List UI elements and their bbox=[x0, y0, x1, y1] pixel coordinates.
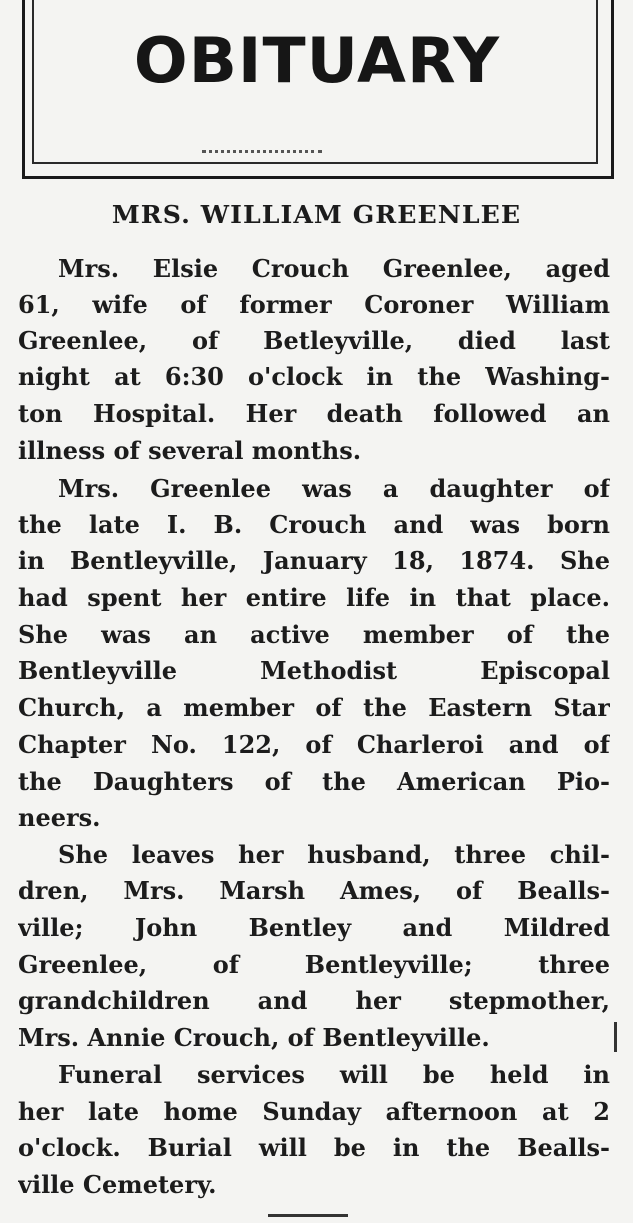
body-line: Mrs. Greenlee was a daughter of bbox=[58, 475, 610, 503]
body-line: She was an active member of the bbox=[18, 621, 610, 649]
body-line: ville Cemetery. bbox=[18, 1171, 217, 1199]
body-line: dren, Mrs. Marsh Ames, of Bealls- bbox=[18, 877, 610, 905]
body-line: in Bentleyville, January 18, 1874. She bbox=[18, 547, 610, 575]
body-line: grandchildren and her stepmother, bbox=[18, 987, 610, 1015]
column-rule-mark bbox=[614, 1022, 617, 1052]
body-line: Chapter No. 122, of Charleroi and of bbox=[18, 731, 610, 759]
body-line: She leaves her husband, three chil- bbox=[58, 841, 610, 869]
body-line: neers. bbox=[18, 804, 101, 832]
body-line: Funeral services will be held in bbox=[58, 1061, 610, 1089]
body-line: Mrs. Annie Crouch, of Bentleyville. bbox=[18, 1024, 490, 1052]
next-article-rule bbox=[268, 1214, 348, 1223]
obituary-masthead bbox=[22, 0, 612, 178]
body-line: night at 6:30 o'clock in the Washing- bbox=[18, 363, 610, 391]
obituary-headline: MRS. WILLIAM GREENLEE bbox=[111, 200, 522, 229]
body-line: 61, wife of former Coroner William bbox=[18, 291, 610, 319]
body-line: the late I. B. Crouch and was born bbox=[18, 511, 610, 539]
masthead-title: OBITUARY bbox=[133, 24, 501, 97]
body-line: the Daughters of the American Pio- bbox=[18, 768, 610, 796]
body-line: o'clock. Burial will be in the Bealls- bbox=[18, 1134, 610, 1162]
body-line: Mrs. Elsie Crouch Greenlee, aged bbox=[58, 255, 610, 283]
body-line: Bentleyville Methodist Episcopal bbox=[18, 657, 610, 685]
body-line: her late home Sunday afternoon at 2 bbox=[18, 1098, 610, 1126]
body-line: illness of several months. bbox=[18, 437, 362, 465]
body-line: Church, a member of the Eastern Star bbox=[18, 694, 610, 722]
body-line: had spent her entire life in that place. bbox=[18, 584, 610, 612]
body-line: Greenlee, of Bentleyville; three bbox=[18, 951, 610, 979]
masthead-ornament bbox=[202, 150, 322, 157]
body-line: ton Hospital. Her death followed an bbox=[18, 400, 610, 428]
body-line: Greenlee, of Betleyville, died last bbox=[18, 327, 610, 355]
body-line: ville; John Bentley and Mildred bbox=[18, 914, 610, 942]
